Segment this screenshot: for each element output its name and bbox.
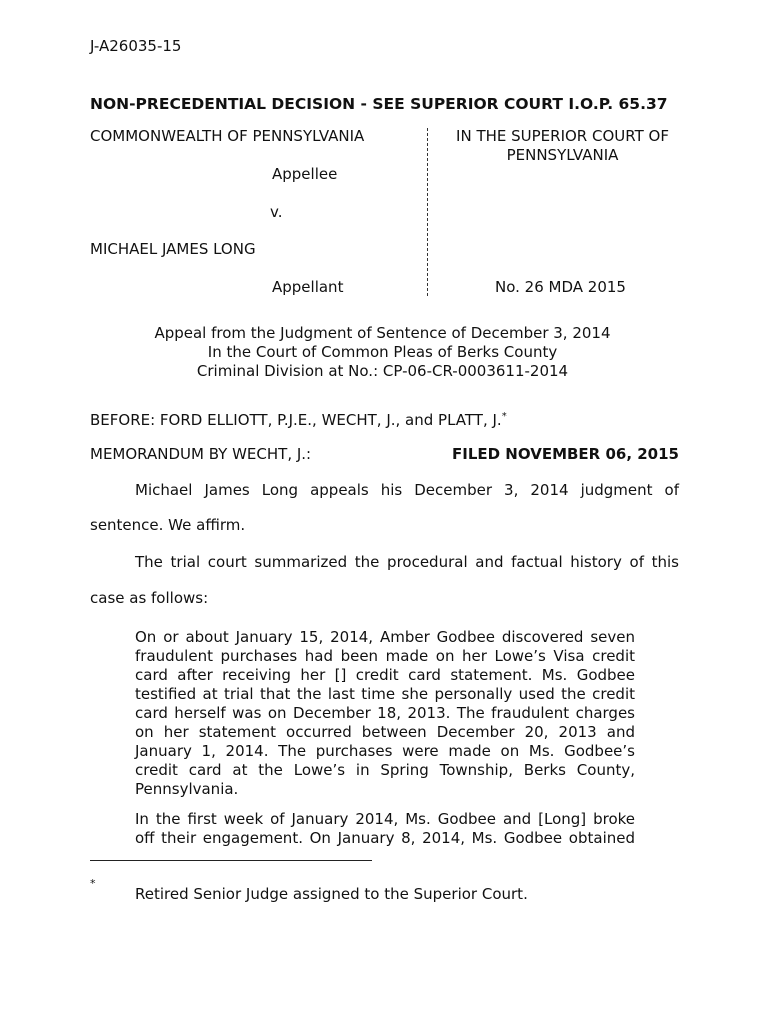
footnote-ref-marker: * bbox=[501, 411, 507, 422]
caption-appellee-role: Appellee bbox=[272, 165, 338, 183]
panel-before bbox=[90, 411, 507, 430]
quote1-line: card after receiving her [] credit card statement. Ms. Godbee bbox=[135, 666, 635, 684]
quote2-line: off their engagement. On January 8, 2014, Ms. Godbee obtained bbox=[135, 829, 635, 847]
court-name-line1: IN THE SUPERIOR COURT OF bbox=[456, 127, 669, 145]
quote1-line: on her statement occurred between December 20, 2013 and bbox=[135, 723, 635, 741]
docket-number: No. 26 MDA 2015 bbox=[495, 278, 626, 296]
appeal-line3: Criminal Division at No.: CP-06-CR-0003611-2014 bbox=[196, 362, 569, 380]
decision-heading: NON-PRECEDENTIAL DECISION - SEE SUPERIOR COURT I.O.P. 65.37 bbox=[90, 95, 668, 113]
appeal-line1: Appeal from the Judgment of Sentence of December 3, 2014 bbox=[154, 324, 611, 342]
quote2-line: In the first week of January 2014, Ms. Godbee and [Long] broke bbox=[135, 810, 635, 828]
quote1-line: On or about January 15, 2014, Amber Godbee discovered seven bbox=[135, 628, 635, 646]
footnote-text: Retired Senior Judge assigned to the Superior Court. bbox=[135, 885, 528, 903]
quote1-line: January 1, 2014. The purchases were made on Ms. Godbee’s bbox=[135, 742, 635, 760]
caption-party-appellant: MICHAEL JAMES LONG bbox=[90, 240, 256, 258]
quote1-line: testified at trial that the last time she personally used the credit bbox=[135, 685, 635, 703]
paragraph2-line1-text: The trial court summarized the procedural and factual history of this bbox=[135, 553, 679, 571]
quote1-line: credit card at the Lowe’s in Spring Township, Berks County, bbox=[135, 761, 635, 779]
paragraph1-line2: sentence. We affirm. bbox=[90, 516, 246, 534]
paragraph2-line2: case as follows: bbox=[90, 589, 209, 607]
memorandum-author: MEMORANDUM BY WECHT, J.: bbox=[90, 445, 312, 463]
caption-party-appellee: COMMONWEALTH OF PENNSYLVANIA bbox=[90, 127, 365, 145]
footnote-separator bbox=[90, 860, 372, 861]
paragraph1-line1 bbox=[135, 481, 679, 500]
paragraph2-line1 bbox=[135, 553, 679, 572]
paragraph1-line1-text: Michael James Long appeals his December 3, 2014 judgment of bbox=[135, 481, 679, 499]
filed-date: FILED NOVEMBER 06, 2015 bbox=[452, 445, 679, 463]
quote1-line: Pennsylvania. bbox=[135, 780, 239, 798]
block-quote-2 bbox=[135, 810, 635, 848]
appeal-line2: In the Court of Common Pleas of Berks County bbox=[207, 343, 558, 361]
quote1-line: card herself was on December 18, 2013. The fraudulent charges bbox=[135, 704, 635, 722]
quote1-line: fraudulent purchases had been made on her Lowe’s Visa credit bbox=[135, 647, 635, 665]
panel-before-text: BEFORE: FORD ELLIOTT, P.J.E., WECHT, J., and PLATT, J. bbox=[90, 411, 502, 429]
caption-versus: v. bbox=[270, 203, 283, 221]
caption-divider bbox=[427, 128, 428, 296]
caption-appellant-role: Appellant bbox=[272, 278, 344, 296]
footnote-marker: * bbox=[90, 877, 96, 890]
court-name-line2: PENNSYLVANIA bbox=[506, 146, 619, 164]
block-quote-1 bbox=[135, 628, 635, 799]
document-id: J-A26035-15 bbox=[90, 37, 182, 55]
